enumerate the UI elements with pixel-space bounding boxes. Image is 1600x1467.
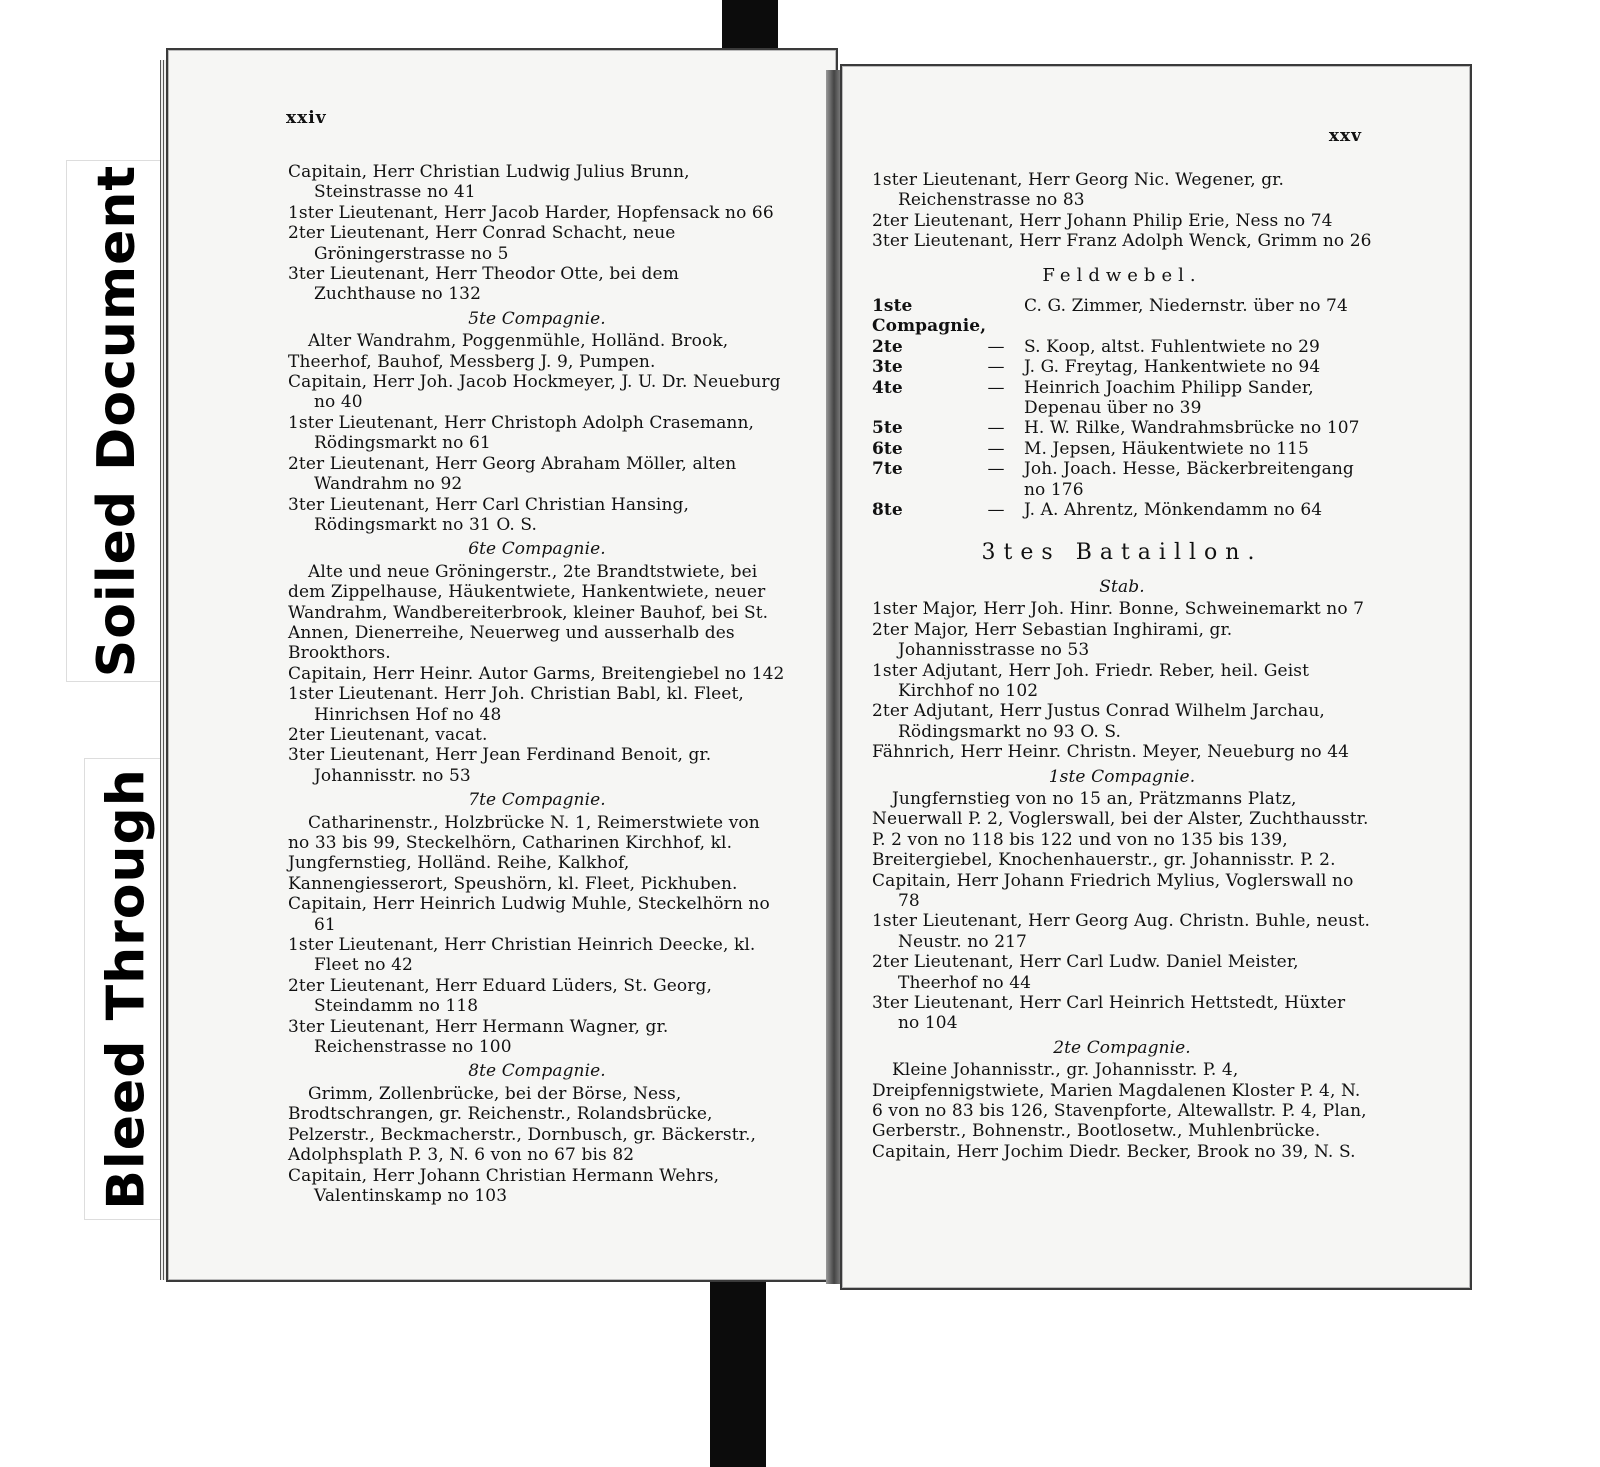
- feldwebel-entry: C. G. Zimmer, Niedernstr. über no 74: [1024, 296, 1348, 317]
- feldwebel-row: [872, 439, 1372, 459]
- right-page: [840, 64, 1472, 1290]
- list-entry: 1ster Lieutenant, Herr Christian Heinrich Deecke, kl. Fleet no 42: [288, 935, 756, 976]
- list-entry: 1ster Adjutant, Herr Joh. Friedr. Reber, heil. Geist Kirchhof no 102: [872, 660, 1310, 701]
- feldwebel-mark: —: [987, 418, 1005, 439]
- list-entry: 1ster Major, Herr Joh. Hinr. Bonne, Schweinemarkt no 7: [872, 599, 1365, 620]
- feldwebel-row: [872, 418, 1372, 438]
- list-entry: 2ter Lieutenant, Herr Georg Abraham Möller, alten Wandrahm no 92: [288, 453, 737, 495]
- list-entry: 1ster Lieutenant, Herr Georg Nic. Wegener, gr. Reichenstrasse no 83: [872, 170, 1285, 211]
- district-paragraph: Grimm, Zollenbrücke, bei der Börse, Ness, Brodtschrangen, gr. Reichenstr., Rolandsbrücke, Pelzerstr., Beckmacherstr., Dornbusch, gr. Bäckerstr., Adolphsplath P. 3, N. 6 von no 67 bis 82: [288, 1083, 757, 1166]
- feldwebel-entry: J. A. Ahrentz, Mönkendamm no 64: [1024, 500, 1323, 521]
- company-heading: 5te Compagnie.: [468, 308, 606, 329]
- stab-heading: Stab.: [1099, 576, 1145, 597]
- right-page-content: [872, 170, 1372, 1162]
- list-entry: Fähnrich, Herr Heinr. Christn. Meyer, Neueburg no 44: [872, 742, 1350, 763]
- list-entry: 2ter Adjutant, Herr Justus Conrad Wilhelm Jarchau, Rödingsmarkt no 93 O. S.: [872, 701, 1325, 742]
- right-page-number: xxv: [1328, 126, 1362, 146]
- list-entry: Capitain, Herr Jochim Diedr. Becker, Brook no 39, N. S.: [872, 1141, 1356, 1162]
- list-entry: 2ter Lieutenant, Herr Carl Ludw. Daniel Meister, Theerhof no 44: [872, 952, 1299, 993]
- feldwebel-company: 2te: [872, 336, 903, 357]
- district-paragraph: Jungfernstieg von no 15 an, Prätzmanns Platz, Neuerwall P. 2, Voglerswall, bei der Alster, Zuchthausstr. P. 2 von no 118 bis 122 und von no 135 bis 139, Breitergiebel, Knochenhauerstr., gr. Johannisstr. P. 2.: [872, 788, 1369, 871]
- feldwebel-row: [872, 500, 1372, 520]
- feldwebel-company: 5te: [872, 418, 903, 439]
- feldwebel-mark: —: [987, 377, 1005, 398]
- feldwebel-entry: M. Jepsen, Häukentwiete no 115: [1024, 438, 1309, 459]
- list-entry: Capitain, Herr Heinr. Autor Garms, Breitengiebel no 142: [288, 663, 785, 684]
- district-paragraph: Alter Wandrahm, Poggenmühle, Holländ. Brook, Theerhof, Bauhof, Messberg J. 9, Pumpen.: [288, 331, 729, 372]
- feldwebel-mark: —: [987, 357, 1005, 378]
- list-entry: 2ter Major, Herr Sebastian Inghirami, gr. Johannisstrasse no 53: [872, 619, 1233, 661]
- feldwebel-row: [872, 337, 1372, 357]
- list-entry: Capitain, Herr Joh. Jacob Hockmeyer, J. U. Dr. Neueburg no 40: [288, 372, 781, 413]
- list-entry: 2ter Lieutenant, vacat.: [288, 724, 488, 745]
- company-heading: 1ste Compagnie.: [1048, 766, 1196, 787]
- list-entry: 2ter Lieutenant, Herr Johann Philip Erie, Ness no 74: [872, 210, 1333, 231]
- feldwebel-row: [872, 378, 1372, 419]
- feldwebel-company: 1ste Compagnie,: [872, 296, 987, 337]
- feldwebel-row: [872, 357, 1372, 377]
- list-entry: 2ter Lieutenant, Herr Conrad Schacht, neue Gröningerstrasse no 5: [288, 223, 676, 264]
- feldwebel-row: [872, 296, 1372, 337]
- district-paragraph: Catharinenstr., Holzbrücke N. 1, Reimerstwiete von no 33 bis 99, Steckelhörn, Catharinen Kirchhof, kl. Jungfernstieg, Holländ. Reihe, Kalkhof, Kannengiesserort, Speushörn, kl. Fleet, Pickhuben.: [288, 812, 760, 894]
- list-entry: 3ter Lieutenant, Herr Carl Heinrich Hettstedt, Hüxter no 104: [872, 993, 1346, 1034]
- feldwebel-company: 7te: [872, 459, 903, 480]
- feldwebel-entry: S. Koop, altst. Fuhlentwiete no 29: [1024, 336, 1320, 357]
- feldwebel-mark: —: [987, 500, 1005, 521]
- list-entry: Capitain, Herr Johann Christian Hermann Wehrs, Valentinskamp no 103: [288, 1165, 720, 1206]
- soiled-document-text: Soiled Document: [87, 164, 148, 678]
- feldwebel-entry: Heinrich Joachim Philipp Sander, Depenau über no 39: [1024, 377, 1314, 419]
- list-entry: 1ster Lieutenant, Herr Christoph Adolph Crasemann, Rödingsmarkt no 61: [288, 412, 755, 454]
- feldwebel-mark: [968, 296, 1024, 337]
- company-heading: 6te Compagnie.: [468, 539, 606, 560]
- company-heading: 2te Compagnie.: [1053, 1037, 1191, 1058]
- feldwebel-entry: J. G. Freytag, Hankentwiete no 94: [1024, 357, 1321, 378]
- feldwebel-company: 4te: [872, 377, 903, 398]
- left-page-number: xxiv: [286, 108, 327, 128]
- soiled-document-label: [66, 160, 168, 682]
- feldwebel-row: [872, 459, 1372, 500]
- list-entry: Capitain, Herr Johann Friedrich Mylius, Voglerswall no 78: [872, 870, 1354, 911]
- list-entry: 1ster Lieutenant, Herr Jacob Harder, Hopfensack no 66: [288, 202, 774, 223]
- feldwebel-company: 6te: [872, 438, 903, 459]
- list-entry: 1ster Lieutenant. Herr Joh. Christian Babl, kl. Fleet, Hinrichsen Hof no 48: [288, 684, 744, 725]
- feldwebel-mark: —: [987, 336, 1005, 357]
- list-entry: 1ster Lieutenant, Herr Georg Aug. Christn. Buhle, neust. Neustr. no 217: [872, 911, 1371, 952]
- district-paragraph: Kleine Johannisstr., gr. Johannisstr. P. 4, Dreipfennigstwiete, Marien Magdalenen Kloster P. 4, N. 6 von no 83 bis 126, Stavenpforte, Altewallstr. P. 4, Plan, Gerberstr., Bohnenstr., Bootlosetw., Muhlenbrücke.: [872, 1060, 1367, 1142]
- bleed-through-label: [84, 758, 170, 1220]
- list-entry: 3ter Lieutenant, Herr Theodor Otte, bei dem Zuchthause no 132: [288, 264, 679, 305]
- section-heading-feldwebel: Feldwebel.: [1042, 264, 1202, 286]
- list-entry: Capitain, Herr Christian Ludwig Julius Brunn, Steinstrasse no 41: [288, 162, 690, 203]
- feldwebel-entry: H. W. Rilke, Wandrahmsbrücke no 107: [1024, 418, 1360, 439]
- left-page: [166, 48, 838, 1282]
- feldwebel-company: 3te: [872, 357, 903, 378]
- list-entry: Capitain, Herr Heinrich Ludwig Muhle, Steckelhörn no 61: [288, 894, 770, 935]
- bleed-through-text: Bleed Through: [97, 768, 158, 1210]
- feldwebel-company: 8te: [872, 500, 903, 521]
- list-entry: 3ter Lieutenant, Herr Hermann Wagner, gr. Reichenstrasse no 100: [288, 1016, 669, 1058]
- list-entry: 3ter Lieutenant, Herr Carl Christian Hansing, Rödingsmarkt no 31 O. S.: [288, 494, 689, 535]
- left-page-content: [288, 162, 786, 1206]
- feldwebel-mark: —: [987, 438, 1005, 459]
- company-heading: 7te Compagnie.: [468, 790, 606, 811]
- list-entry: 3ter Lieutenant, Herr Jean Ferdinand Benoit, gr. Johannisstr. no 53: [288, 745, 712, 786]
- district-paragraph: Alte und neue Gröningerstr., 2te Brandtstwiete, bei dem Zippelhause, Häukentwiete, Hankentwiete, neuer Wandrahm, Wandbereiterbrook, kleiner Bauhof, bei St. Annen, Dienerreihe, Neuerweg und ausserhalb des Brookthors.: [288, 561, 769, 664]
- feldwebel-mark: —: [987, 459, 1005, 480]
- bottom-black-bar: [710, 1276, 766, 1467]
- battalion-heading: 3tes Bataillon.: [981, 539, 1263, 565]
- company-heading: 8te Compagnie.: [468, 1061, 606, 1082]
- list-entry: 3ter Lieutenant, Herr Franz Adolph Wenck, Grimm no 26: [872, 231, 1372, 252]
- feldwebel-entry: Joh. Joach. Hesse, Bäckerbreitengang no 176: [1024, 459, 1354, 500]
- list-entry: 2ter Lieutenant, Herr Eduard Lüders, St. Georg, Steindamm no 118: [288, 975, 712, 1017]
